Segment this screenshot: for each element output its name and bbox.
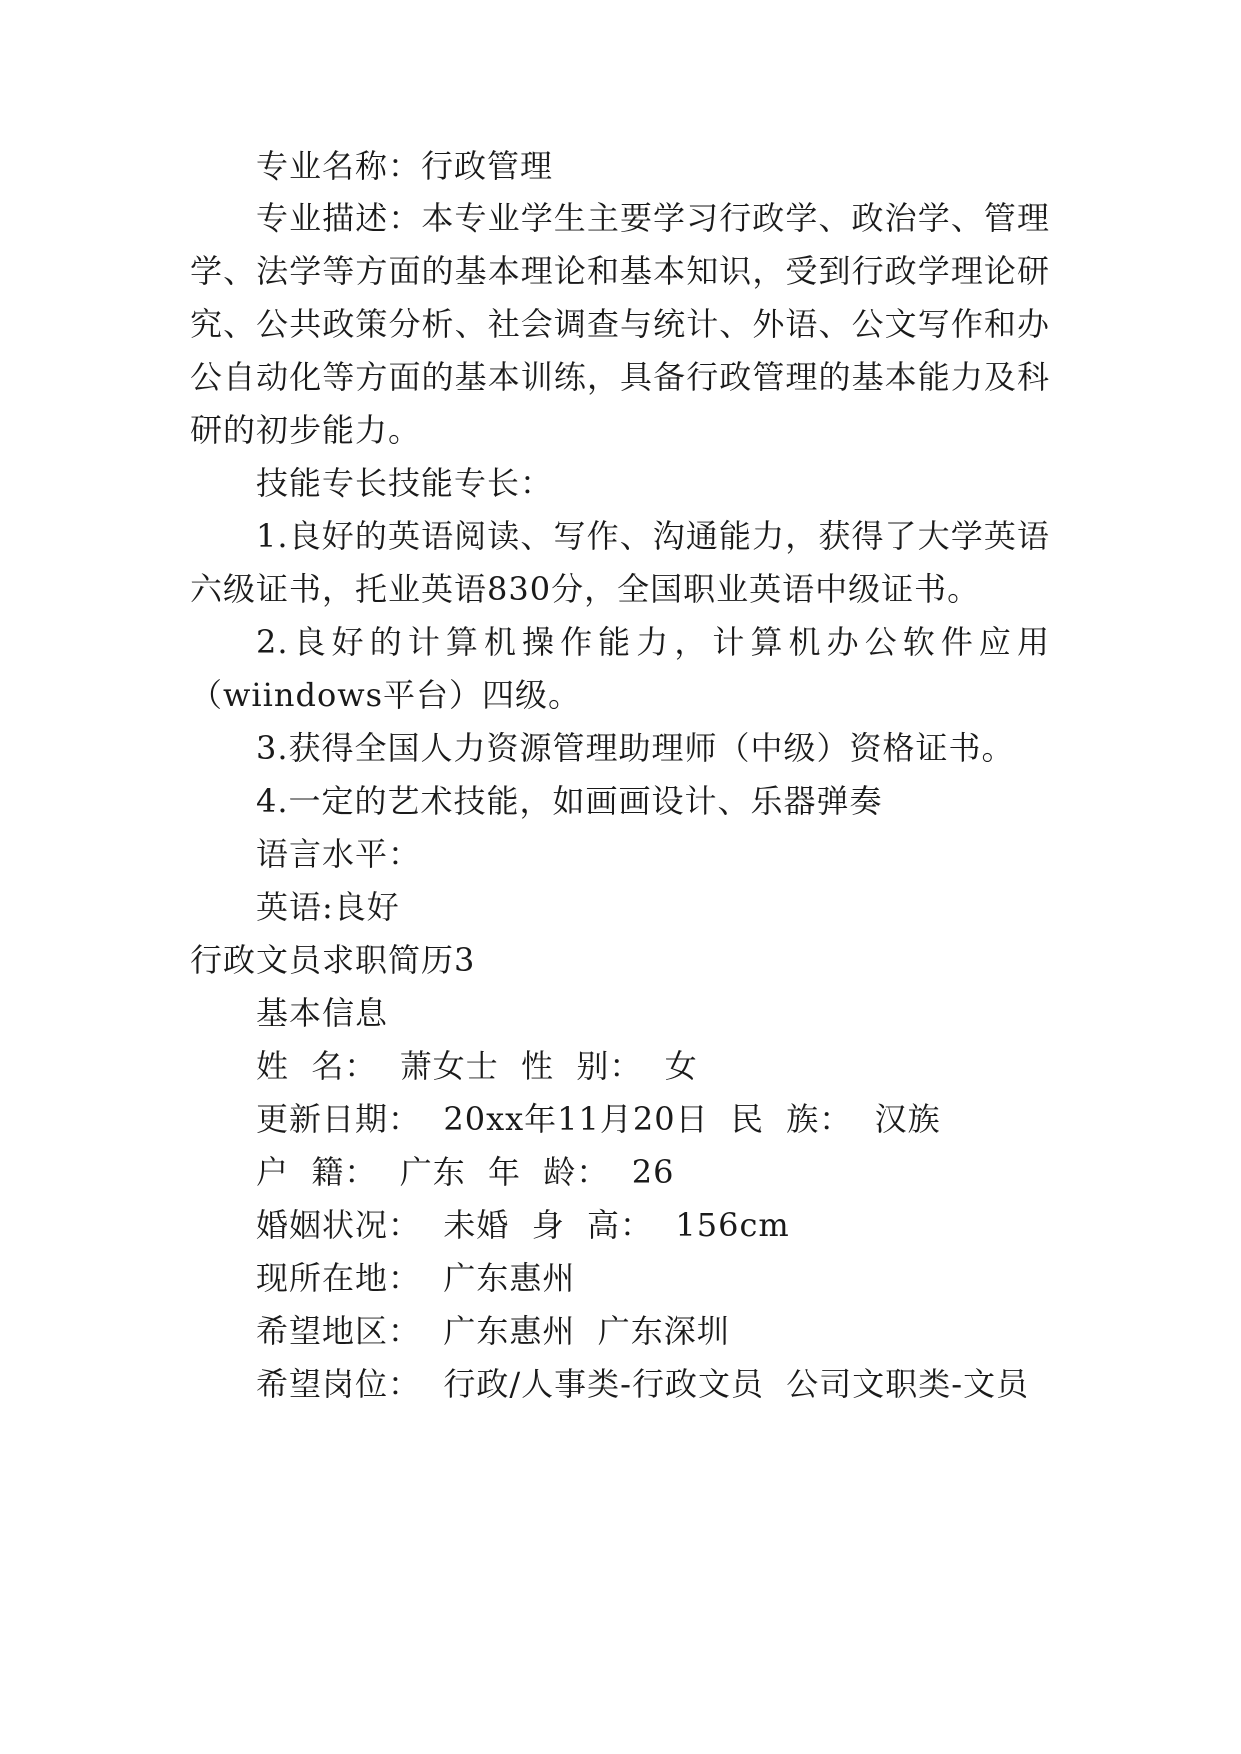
info-desired-region: 希望地区： 广东惠州 广东深圳 [256,1312,730,1350]
major-name: 专业名称：行政管理 [256,147,554,185]
info-hukou-age: 户 籍： 广东 年 龄： 26 [256,1153,675,1191]
skill-2-line-2: （wiindows平台）四级。 [190,676,582,714]
info-marital-height: 婚姻状况： 未婚 身 高： 156cm [256,1206,790,1244]
info-desired-position: 希望岗位： 行政/人事类-行政文员 公司文职类-文员 [256,1365,1030,1403]
resume-title: 行政文员求职简历3 [190,941,476,979]
major-desc-line-4: 公自动化等方面的基本训练，具备行政管理的基本能力及科 [190,358,1050,396]
skill-4: 4.一定的艺术技能，如画画设计、乐器弹奏 [256,782,883,820]
language-heading: 语言水平： [256,835,422,873]
skill-2-line-1: 2.良好的计算机操作能力，计算机办公软件应用 [256,623,1050,661]
major-desc-line-3: 究、公共政策分析、社会调查与统计、外语、公文写作和办 [190,305,1050,343]
major-desc-line-2: 学、法学等方面的基本理论和基本知识，受到行政学理论研 [190,252,1050,290]
skill-1-line-1: 1.良好的英语阅读、写作、沟通能力，获得了大学英语 [256,517,1050,555]
major-desc-line-1: 专业描述：本专业学生主要学习行政学、政治学、管理 [256,199,1050,237]
basic-info-heading: 基本信息 [256,994,389,1032]
skill-1-line-2: 六级证书，托业英语830分，全国职业英语中级证书。 [190,570,981,608]
info-location: 现所在地： 广东惠州 [256,1259,576,1297]
english-level: 英语:良好 [256,888,400,926]
skills-heading: 技能专长技能专长： [256,464,554,502]
skill-3: 3.获得全国人力资源管理助理师（中级）资格证书。 [256,729,1015,767]
major-desc-line-5: 研的初步能力。 [190,411,422,449]
info-update-ethnic: 更新日期： 20xx年11月20日 民 族： 汉族 [256,1100,941,1138]
info-name-gender: 姓 名： 萧女士 性 别： 女 [256,1047,698,1085]
